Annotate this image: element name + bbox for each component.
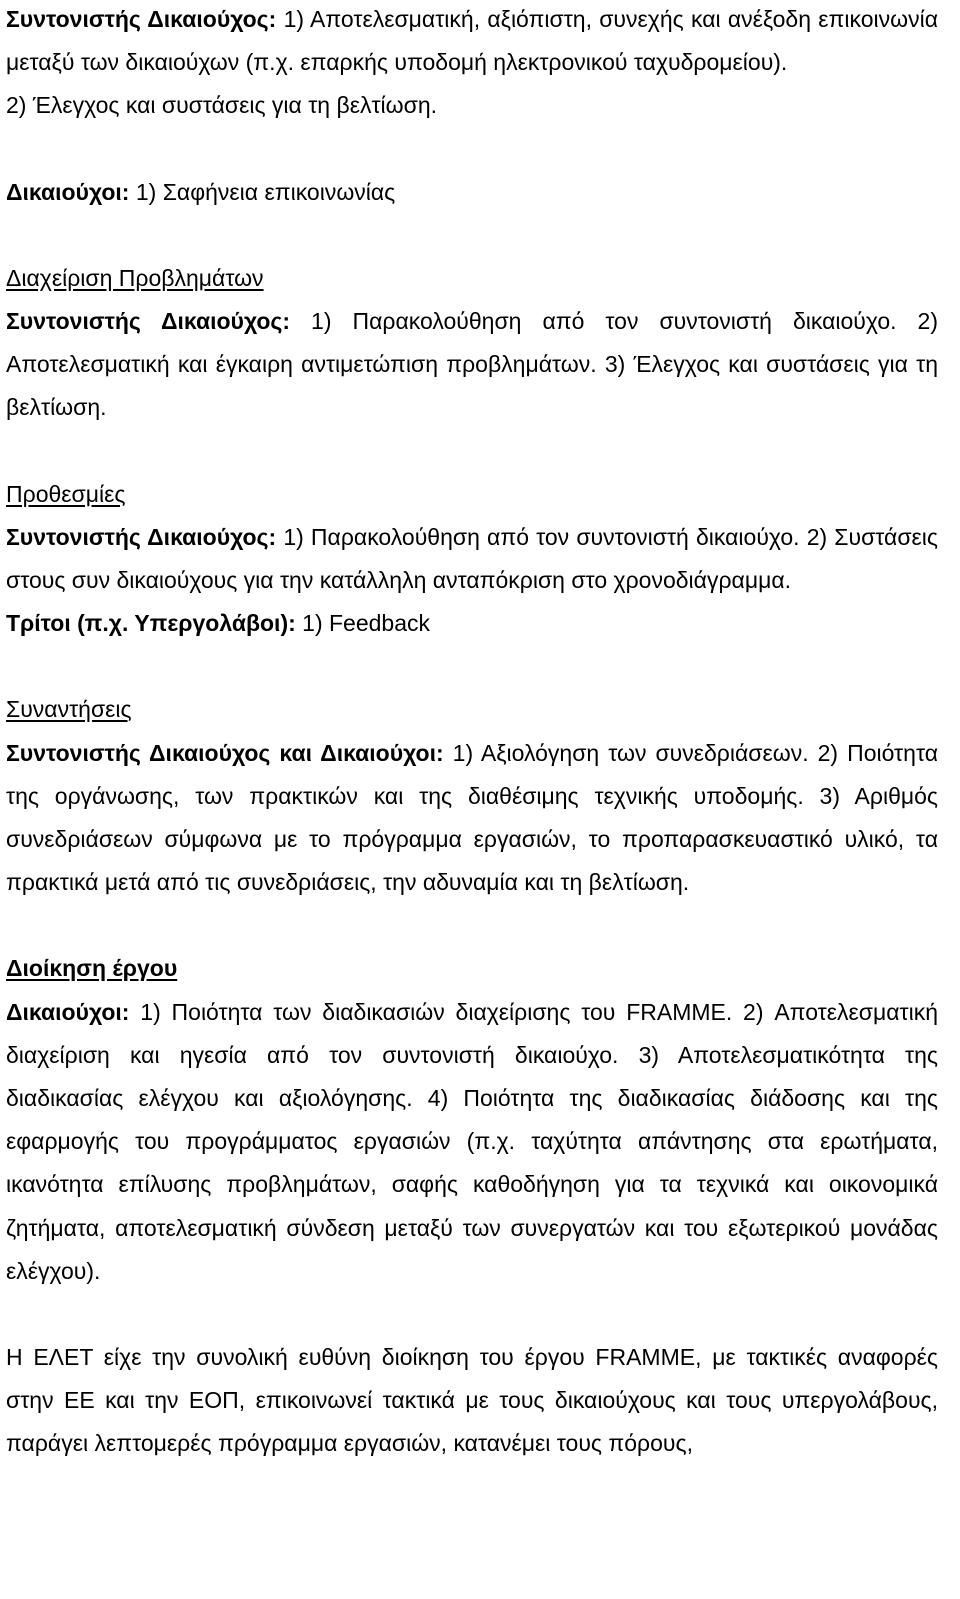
role-label: Τρίτοι (π.χ. Υπεργολάβοι): — [6, 610, 296, 637]
meetings-paragraph — [6, 732, 938, 905]
section-heading-meetings — [6, 688, 938, 731]
deadlines-paragraph — [6, 516, 938, 602]
section-title: Διοίκηση έργου — [6, 955, 178, 982]
paragraph-text: 1) Αξιολόγηση των συνεδριάσεων. 2) Ποιότητα της οργάνωσης, των πρακτικών και της διαθέσιμης τεχνικής υποδομής. 3) Αριθμός συνεδριάσεων σύμφωνα με το πρόγραμμα εργασιών, το προπαρασκευαστικό υλικό, τα πρακτικά μετά από τις συνεδριάσεις, την αδυναμία και τη βελτίωση. — [6, 739, 938, 896]
closing-paragraph — [6, 1336, 938, 1466]
section-title: Προθεσμίες — [6, 480, 126, 507]
paragraph-text: Η ΕΛΕΤ είχε την συνολική ευθύνη διοίκηση του έργου FRAMME, με τακτικές αναφορές στην ΕΕ και την ΕΟΠ, επικοινωνεί τακτικά με τους δικαιούχους και τους υπεργολάβους, παράγει λεπτομερές πρόγραμμα εργασιών, κατανέμει τους πόρους, — [6, 1344, 938, 1457]
problems-paragraph — [6, 300, 938, 430]
document-page — [6, 0, 938, 1466]
paragraph-text: 2) Έλεγχος και συστάσεις για τη βελτίωση. — [6, 92, 438, 119]
paragraph-text: 1) Feedback — [295, 610, 431, 637]
paragraph-text: 1) Παρακολούθηση από τον συντονιστή δικαιούχο. 2) Συστάσεις στους συν δικαιούχους για την κατάλληλη ανταπόκριση στο χρονοδιάγραμμα. — [6, 523, 938, 594]
role-label: Συντονιστής Δικαιούχος: — [6, 308, 291, 335]
paragraph-text: 1) Ποιότητα των διαδικασιών διαχείρισης του FRAMME. 2) Αποτελεσματική διαχείριση και ηγεσία από τον συντονιστή δικαιούχο. 3) Αποτελεσματικότητα της διαδικασίας ελέγχου και αξιολόγησης. 4) Ποιότητα της διαδικασίας διάδοσης και της εφαρμογής του προγράμματος εργασιών (π.χ. ταχύτητα απάντησης στα ερωτήματα, ικανότητα επίλυσης προβλημάτων, σαφής καθοδήγηση για τα τεχνικά και οικονομικά ζητήματα, αποτελεσματική σύνδεση μεταξύ των συνεργατών και του εξωτερικού μονάδας ελέγχου). — [6, 998, 938, 1284]
paragraph-text: 1) Παρακολούθηση από τον συντονιστή δικαιούχο. 2) Αποτελεσματική και έγκαιρη αντιμετώπιση προβλημάτων. 3) Έλεγχος και συστάσεις για τη βελτίωση. — [6, 308, 938, 421]
section-title: Συναντήσεις — [6, 696, 132, 723]
communication-coordinator-paragraph — [6, 0, 938, 84]
role-label: Δικαιούχοι: — [6, 178, 130, 205]
role-label: Συντονιστής Δικαιούχος: — [6, 523, 277, 550]
role-label: Δικαιούχοι: — [6, 998, 130, 1025]
role-label: Συντονιστής Δικαιούχος: — [6, 6, 277, 32]
communication-beneficiaries-paragraph — [6, 171, 938, 214]
section-heading-problems — [6, 257, 938, 300]
role-label: Συντονιστής Δικαιούχος και Δικαιούχοι: — [6, 739, 444, 766]
section-heading-management — [6, 947, 938, 990]
paragraph-text: 1) Αποτελεσματική, αξιόπιστη, συνεχής και ανέξοδη επικοινωνία μεταξύ των δικαιούχων (π.χ. επαρκής υποδομή ηλεκτρονικού ταχυδρομείου). — [6, 6, 938, 76]
section-heading-deadlines — [6, 473, 938, 516]
communication-coordinator-paragraph-2 — [6, 84, 938, 127]
management-paragraph — [6, 991, 938, 1293]
section-title: Διαχείριση Προβλημάτων — [6, 264, 264, 291]
deadlines-third-parties-paragraph — [6, 602, 938, 645]
paragraph-text: 1) Σαφήνεια επικοινωνίας — [129, 178, 396, 205]
